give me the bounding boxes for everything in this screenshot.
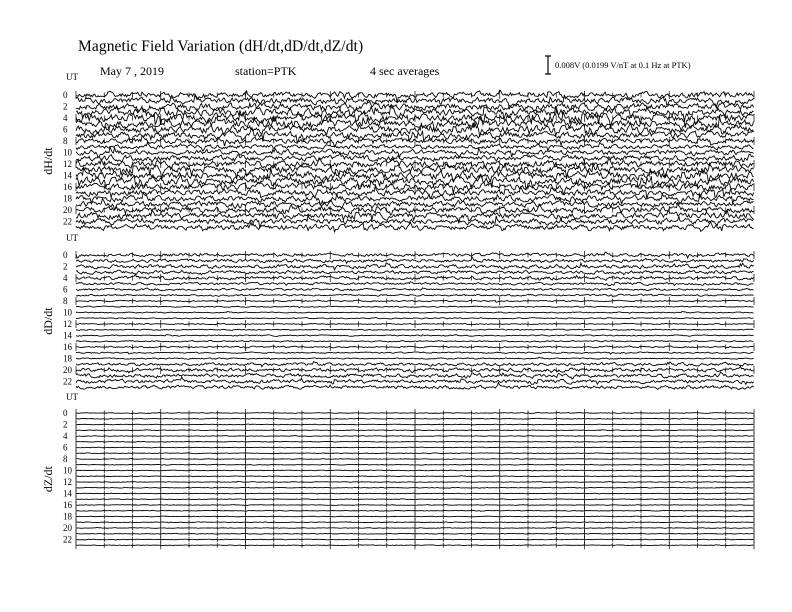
trace-line (76, 263, 754, 270)
hour-tick-label: 6 (63, 442, 68, 453)
ut-label: UT (66, 392, 78, 402)
hour-tick-label: 0 (63, 250, 68, 260)
hour-tick-label: 20 (63, 523, 72, 533)
hour-tick-label: 0 (63, 90, 68, 100)
panel-ylabel: dH/dt (41, 147, 55, 175)
trace-line (76, 282, 754, 286)
trace-line (76, 294, 754, 297)
hour-tick-label: 2 (63, 419, 68, 430)
panel-dddt (41, 233, 754, 390)
hour-tick-label: 12 (63, 477, 72, 487)
hour-tick-label: 8 (63, 136, 68, 146)
hour-tick-label: 18 (63, 193, 72, 204)
hour-tick-label: 6 (63, 124, 68, 135)
hour-tick-label: 14 (63, 488, 72, 499)
hour-tick-label: 18 (63, 353, 72, 364)
date-label: May 7 , 2019 (100, 64, 164, 78)
panel-dzdt (41, 392, 754, 549)
hour-tick-label: 16 (63, 342, 72, 352)
hour-tick-label: 10 (63, 465, 72, 476)
hour-tick-label: 8 (63, 296, 68, 306)
hour-tick-label: 4 (63, 431, 68, 441)
hour-tick-label: 4 (63, 273, 68, 283)
ut-label: UT (66, 233, 78, 243)
trace-line (76, 318, 754, 319)
hour-tick-label: 4 (63, 113, 68, 123)
hour-tick-label: 2 (63, 261, 68, 272)
trace-line (76, 311, 754, 313)
trace-line (76, 147, 754, 158)
scale-label: 0.008V (0.0199 V/nT at 0.1 Hz at PTK) (555, 60, 691, 70)
trace-line (76, 383, 754, 390)
panel-ylabel: dZ/dt (41, 466, 55, 493)
hour-tick-label: 10 (63, 147, 72, 158)
panel-dhdt (41, 72, 754, 232)
trace-line (76, 335, 754, 337)
hour-tick-label: 0 (63, 408, 68, 418)
hour-tick-label: 16 (63, 182, 72, 192)
hour-tick-label: 10 (63, 307, 72, 318)
ut-label: UT (66, 72, 78, 82)
hour-tick-label: 18 (63, 511, 72, 522)
trace-line (76, 362, 754, 367)
trace-line (76, 306, 754, 308)
panel-ylabel: dD/dt (41, 307, 55, 335)
hour-tick-label: 22 (63, 534, 72, 545)
trace-line (76, 288, 754, 291)
hour-tick-label: 2 (63, 101, 68, 112)
trace-line (76, 357, 754, 359)
hour-tick-label: 22 (63, 376, 72, 387)
hour-tick-label: 12 (63, 319, 72, 329)
scale-bar (545, 56, 551, 74)
averaging-label: 4 sec averages (370, 64, 440, 78)
hour-tick-label: 14 (63, 170, 72, 181)
hour-tick-label: 12 (63, 159, 72, 169)
hour-tick-label: 16 (63, 500, 72, 510)
station-label: station=PTK (235, 64, 297, 78)
trace-line (76, 329, 754, 330)
hour-tick-label: 6 (63, 284, 68, 295)
hour-tick-label: 20 (63, 205, 72, 215)
trace-line (76, 340, 754, 342)
hour-tick-label: 14 (63, 330, 72, 341)
hour-tick-label: 20 (63, 365, 72, 375)
hour-tick-label: 22 (63, 216, 72, 227)
trace-line (76, 352, 754, 354)
hour-tick-label: 8 (63, 454, 68, 464)
trace-line (76, 377, 754, 385)
chart-title: Magnetic Field Variation (dH/dt,dD/dt,dZ/dt) (78, 38, 364, 55)
